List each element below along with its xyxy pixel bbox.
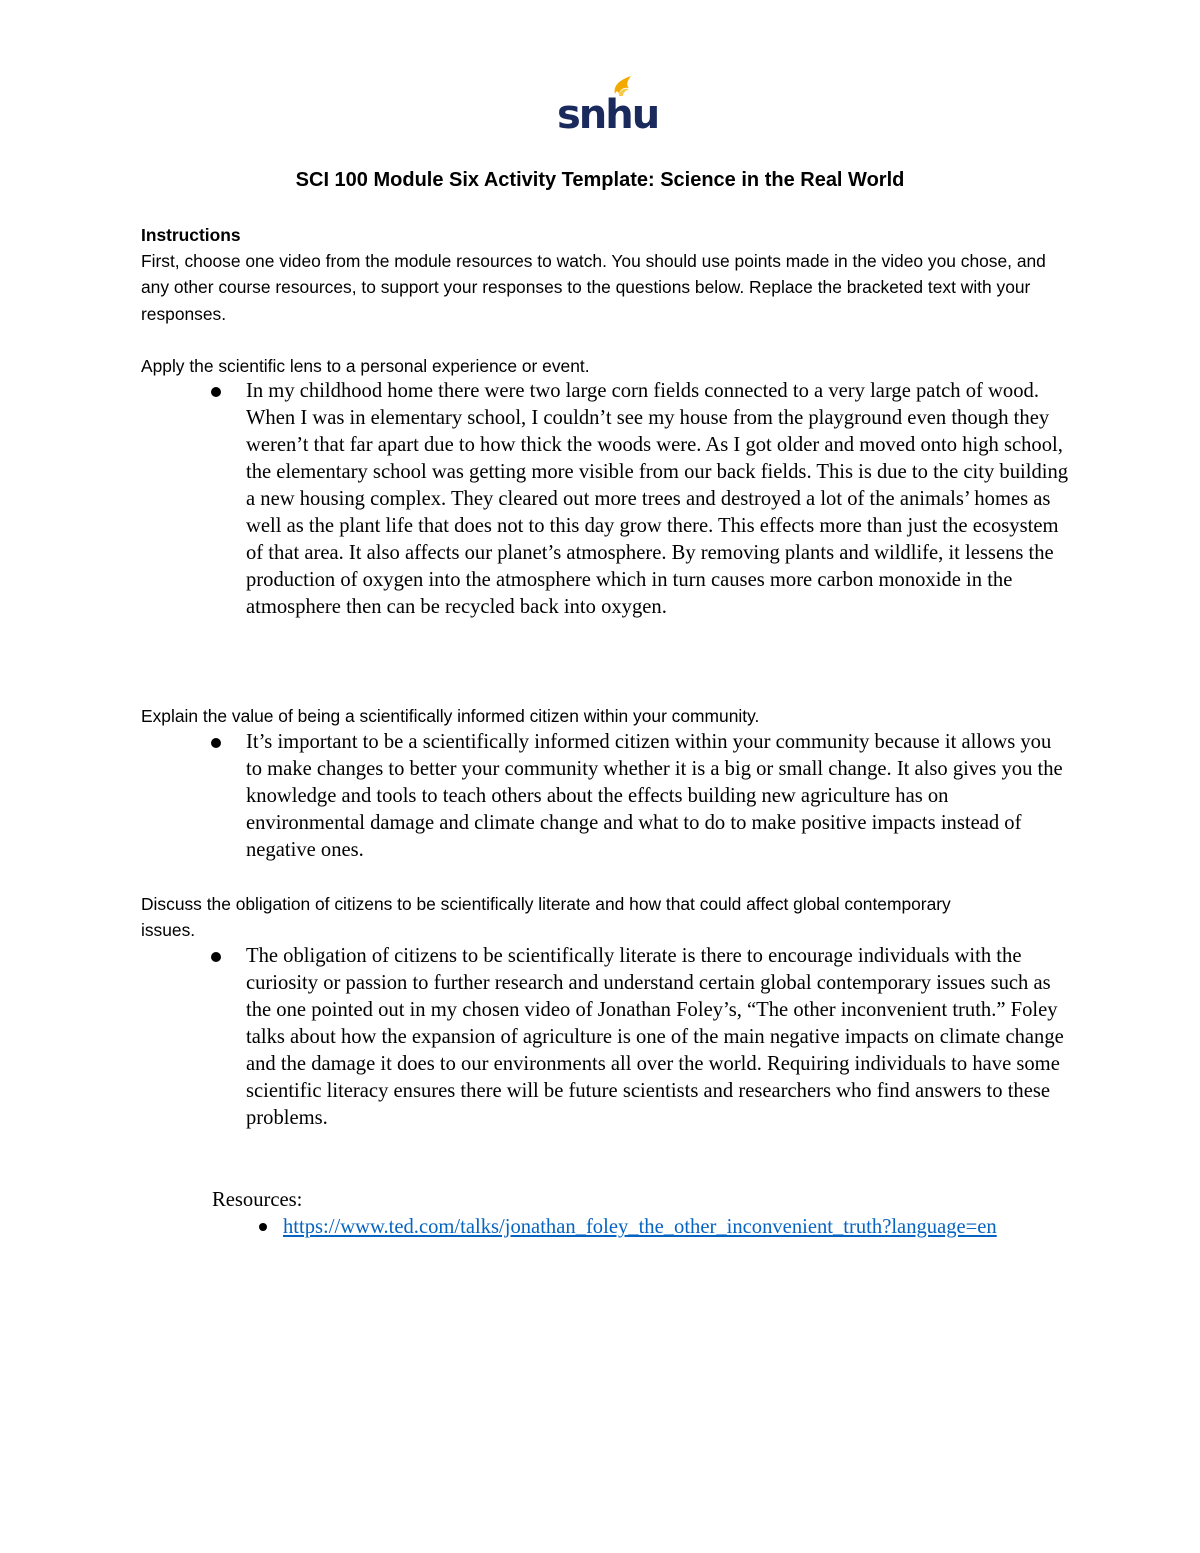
logo-wordmark: snhu [557,92,659,138]
bullet-icon [211,738,221,748]
snhu-logo-graphic [553,72,659,138]
snhu-logo [553,72,659,138]
section-response-2: It’s important to be a scientifically informed citizen within your community because it allows you to make changes to better your community whether it is a big or small change. It also gives you the knowledge and tools to teach others about the effects building new agriculture has on environmental damage and climate change and what to do to make positive impacts instead of negative ones. [246,731,1063,861]
bullet-icon [259,1223,267,1231]
bullet-icon [211,952,221,962]
section-prompt-3: Discuss the obligation of citizens to be scientifically literate and how that could affect global contemporary issues. [141,894,951,941]
section-prompt-1: Apply the scientific lens to a personal experience or event. [141,356,590,376]
resources-label: Resources: [212,1189,303,1211]
instructions-heading: Instructions [141,225,241,245]
document-title: SCI 100 Module Six Activity Template: Science in the Real World [295,169,905,191]
resource-link[interactable]: https://www.ted.com/talks/jonathan_foley_the_other_inconvenient_truth?language=en [283,1216,997,1238]
instructions-body: First, choose one video from the module resources to watch. You should use points made in the video you chose, and any other course resources, to support your responses to the questions below. Replace the bracketed text with your responses. [141,251,1046,324]
bullet-icon [211,387,221,397]
section-response-3: The obligation of citizens to be scientifically literate is there to encourage individuals with the curiosity or passion to further research and understand certain global contemporary issues such as the one pointed out in my chosen video of Jonathan Foley’s, “The other inconvenient truth.” Foley talks about how the expansion of agriculture is one of the main negative impacts on climate change and the damage it does to our environments all over the world. Requiring individuals to have some scientific literacy ensures there will be future scientists and researchers who find answers to these problems. [246,945,1064,1129]
section-response-1: In my childhood home there were two large corn fields connected to a very large patch of wood. When I was in elementary school, I couldn’t see my house from the playground even though they weren’t that far apart due to how thick the woods were. As I got older and moved onto high school, the elementary school was getting more visible from our back fields. This is due to the city building a new housing complex. They cleared out more trees and destroyed a lot of the animals’ homes as well as the plant life that does not to this day grow there. This effects more than just the ecosystem of that area. It also affects our planet’s atmosphere. By removing plants and wildlife, it lessens the production of oxygen into the atmosphere which in turn causes more carbon monoxide in the atmosphere then can be recycled back into oxygen. [246,380,1069,618]
section-prompt-2: Explain the value of being a scientifically informed citizen within your community. [141,706,760,726]
